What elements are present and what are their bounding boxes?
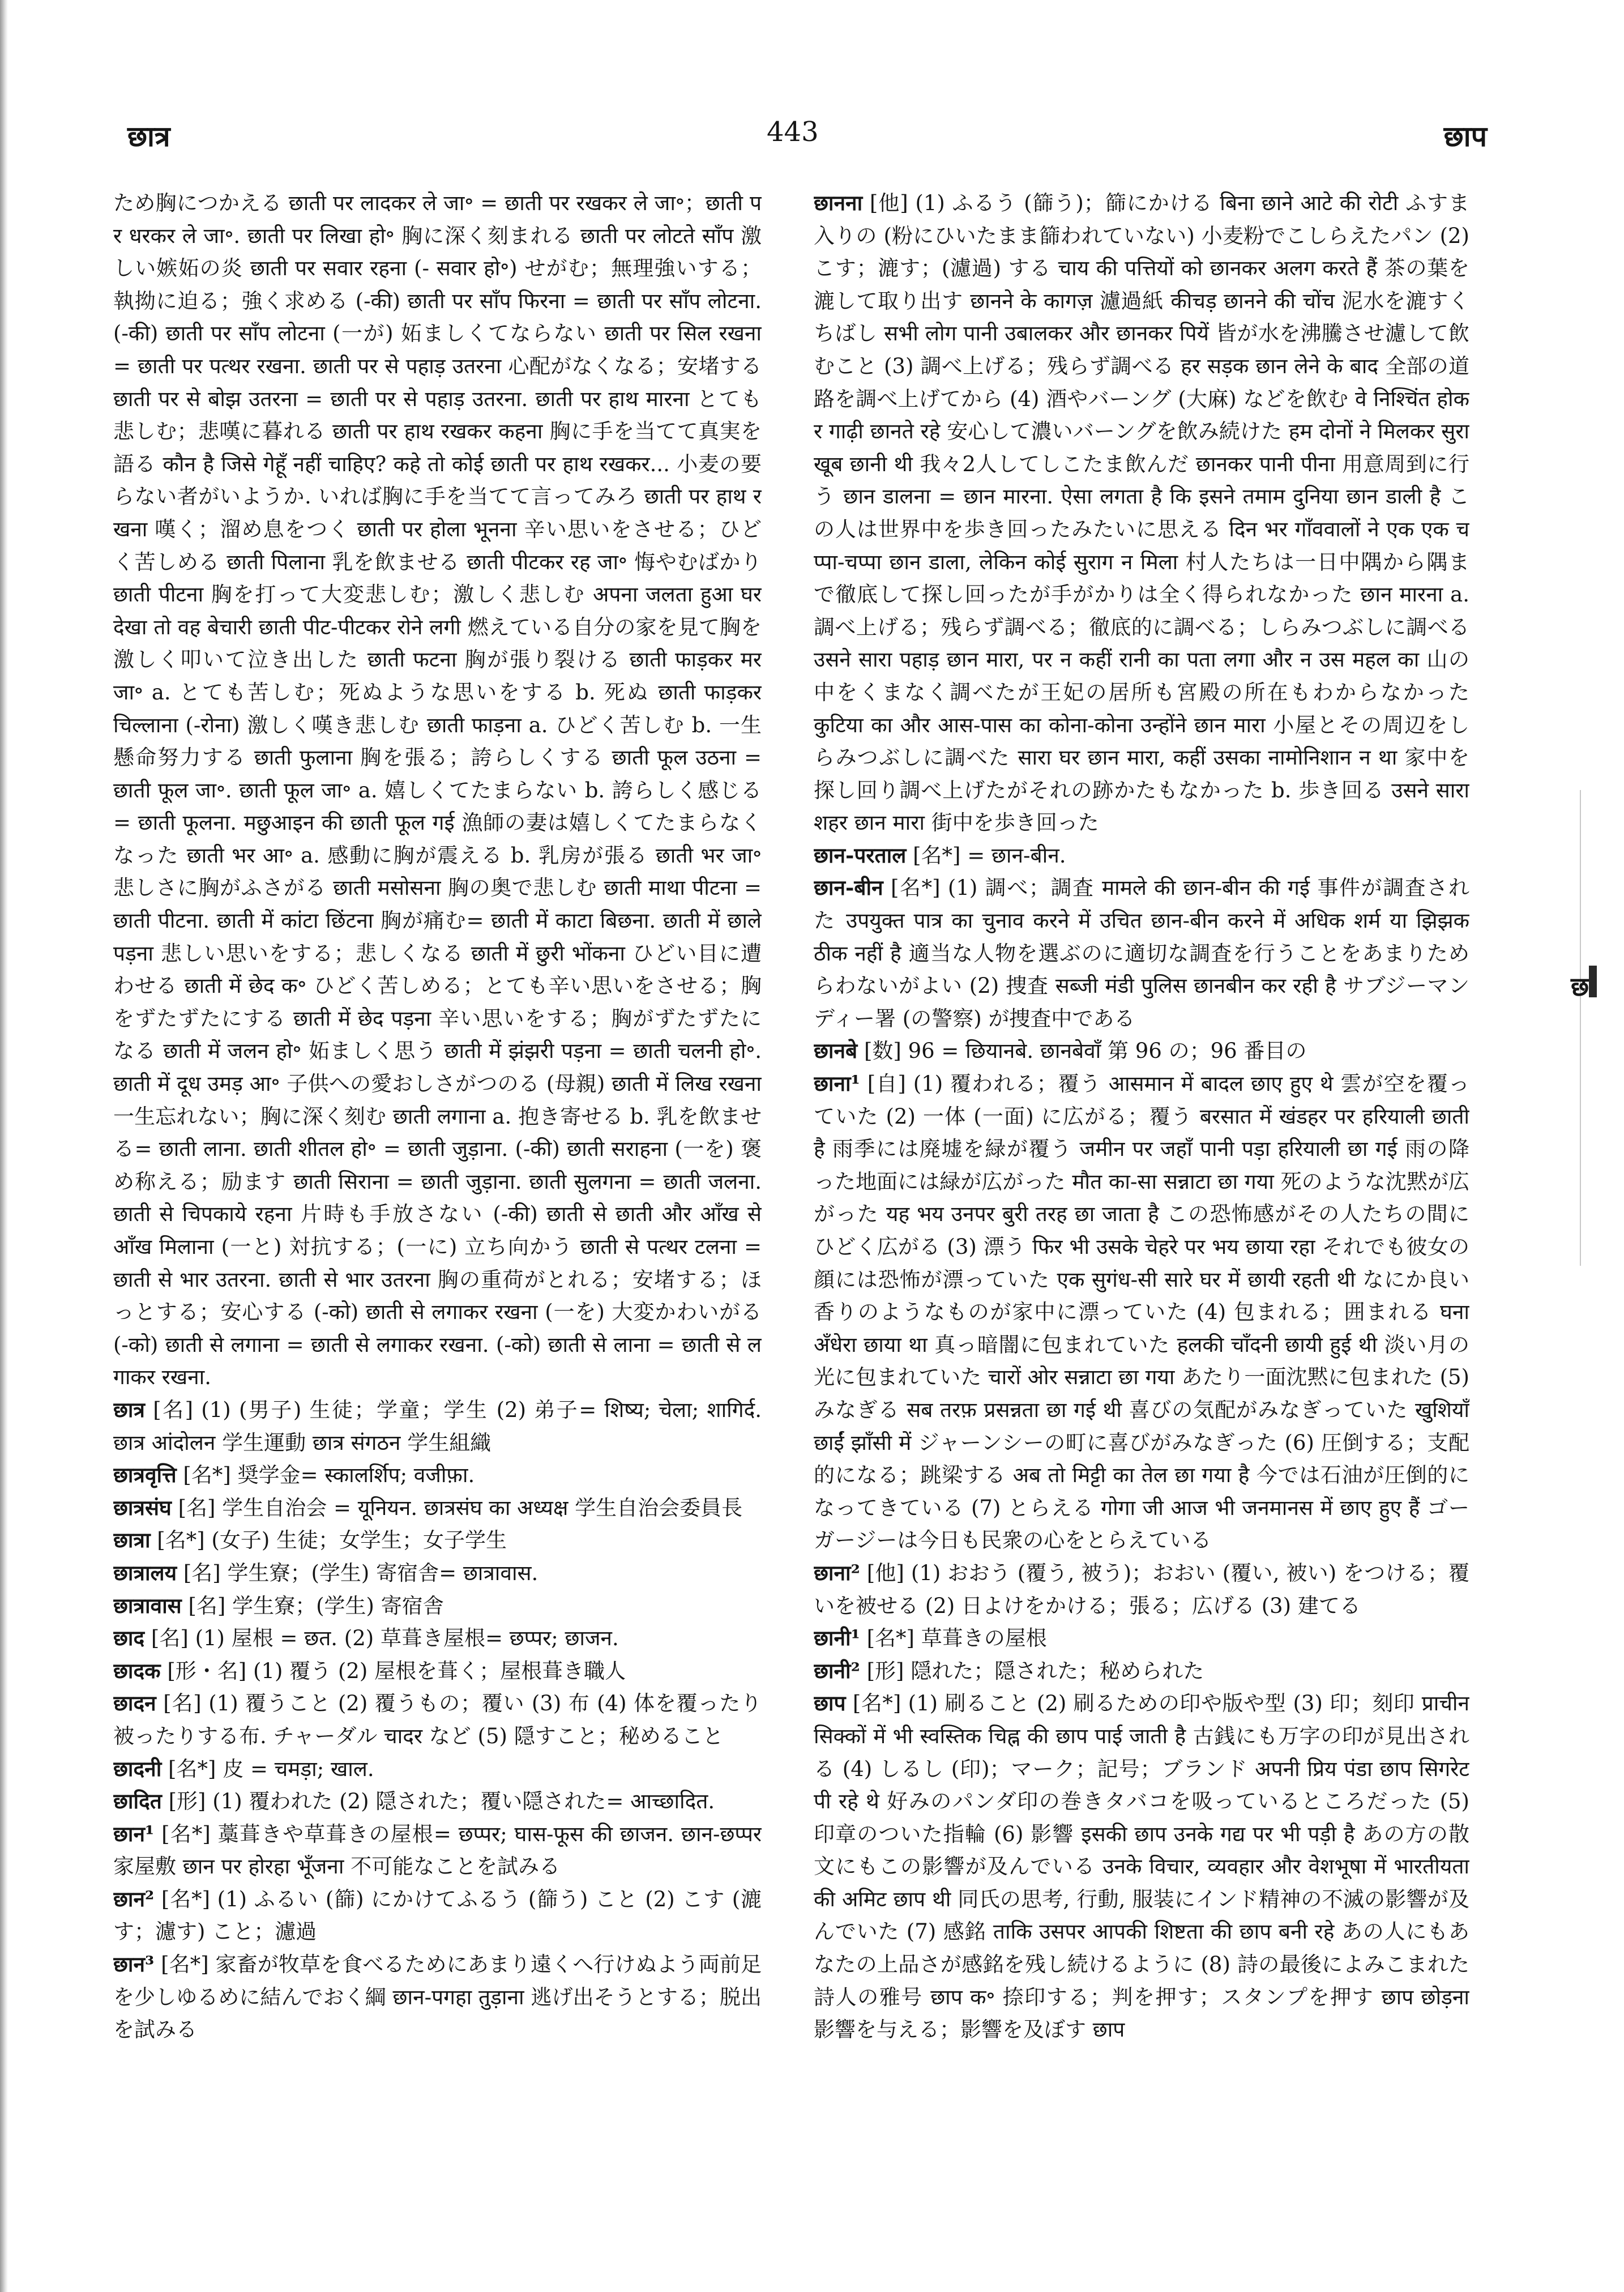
entry — [814, 1068, 1469, 1557]
margin-rule — [1580, 790, 1581, 1266]
entry — [814, 872, 1469, 1035]
definition: [名*] 藁葺きや草葺きの屋根= छप्पर; घास-फूस की छाजन. छान-छप्पर 家屋敷 छान पर होरहा भूँजना 不可能なことを試みる — [113, 1821, 762, 1879]
entry — [113, 1948, 762, 2046]
entry — [814, 187, 1469, 839]
entry — [814, 1622, 1469, 1655]
headword: छान³ — [113, 1952, 155, 1977]
headword: छात्रालय — [113, 1560, 177, 1585]
right-column — [814, 187, 1469, 2248]
definition: [他] (1) おおう (覆う, 被う)；おおい (覆い, 被い) をつける；覆いを被せる (2) 日よけをかける；張る；広げる (3) 建てる — [814, 1560, 1469, 1618]
headword: छानी¹ — [814, 1625, 860, 1651]
right-guide-word: छाप — [1443, 119, 1487, 153]
definition: [名] (1) 屋根 = छत. (2) 草葺き屋根= छप्पर; छाजन. — [144, 1626, 619, 1651]
thumb-index-tab: छ — [1571, 971, 1589, 1002]
headword: छादक — [113, 1658, 161, 1683]
headword: छात्र — [113, 1397, 145, 1422]
entry — [814, 1687, 1469, 2046]
headword: छात्रसंघ — [113, 1495, 172, 1520]
entry — [113, 1655, 762, 1688]
entry — [113, 1590, 762, 1623]
definition: [名*] 奨学金= स्कालर्शिप; वजीफ़ा. — [176, 1463, 475, 1488]
headword: छाना¹ — [814, 1071, 860, 1096]
definition: [名*] (1) 刷ること (2) 刷るための印や版や型 (3) 印；刻印 प्राचीन सिक्कों में भी स्वस्तिक चिह्न की छाप पाई जाती है 古銭にも万字の印が見出される (4) しるし (印)；マーク；記号；ブランド अपनी प्रिय पंडा छाप सिगरेट पी रहे थे 好みのパンダ印の巻きタバコを吸っているところだった (5) 印章のついた指輪 (6) 影響 इसकी छाप उनके गद्य पर भी पड़ी है あの方の散文にもこの影響が及んでいる उनके विचार, व्यवहार और वेशभूषा में भारतीयता की अमिट छाप थी 同氏の思考, 行動, 服装にインド精神の不滅の影響が及んでいた (7) 感銘 ताकि उसपर आपकी शिष्टता की छाप बनी रहे あの人にもあなたの上品さが感銘を残し続けるように (8) 詩の最後によみこまれた詩人の雅号 छाप क॰ 捺印する；判を押す；スタンプを押す छाप छोड़ना 影響を与える；影響を及ぼす छाप — [814, 1691, 1469, 2042]
definition: [名*] (1) ふるい (篩) にかけてふるう (篩う) こと (2) こす (漉す；濾す) こと；濾過 — [113, 1886, 762, 1944]
definition: [形] (1) 覆われた (2) 隠された；覆い隠された= आच्छादित. — [161, 1789, 715, 1814]
definition: [名] 学生寮；(学生) 寄宿舎 — [181, 1593, 444, 1618]
page-number: 443 — [767, 116, 819, 148]
headword: छान-परताल — [814, 842, 907, 868]
headword: छात्रावास — [113, 1593, 182, 1618]
definition: [名] (1) (男子) 生徒；学童；学生 (2) 弟子= शिष्य; चेला; शागिर्द. छात्र आंदोलन 学生運動 छात्र संगठन 学生組織 — [113, 1397, 762, 1455]
entry — [814, 1557, 1469, 1622]
entry-continuation: ため胸につかえる छाती पर लादकर ले जा॰ = छाती पर रखकर ले जा॰；छाती पर धरकर ले जा॰. छाती पर लिखा हो॰ 胸に深く刻まれる छाती पर लोटते साँप 激しい嫉妬の炎 छाती पर सवार रहना (- सवार हो॰) せがむ；無理強いする；執拗に迫る；強く求める (-की) छाती पर साँप फिरना = छाती पर साँप लोटना. (-की) छाती पर साँप लोटना (一が) 妬ましくてならない छाती पर सिल रखना = छाती पर पत्थर रखना. छाती पर से पहाड़ उतरना 心配がなくなる；安堵する छाती पर से बोझ उतरना = छाती पर से पहाड़ उतरना. छाती पर हाथ मारना とても悲しむ；悲嘆に暮れる छाती पर हाथ रखकर कहना 胸に手を当てて真実を語る कौन है जिसे गेहूँ नहीं चाहिए? कहे तो कोई छाती पर हाथ रखकर... 小麦の要らない者がいようか. いれば胸に手を当てて言ってみろ छाती पर हाथ रखना 嘆く；溜め息をつく छाती पर होला भूनना 辛い思いをさせる；ひどく苦しめる छाती पिलाना 乳を飲ませる छाती पीटकर रह जा॰ 悔やむばかり छाती पीटना 胸を打って大変悲しむ；激しく悲しむ अपना जलता हुआ घर देखा तो वह बेचारी छाती पीट-पीटकर रोने लगी 燃えている自分の家を見て胸を激しく叩いて泣き出した छाती फटना 胸が張り裂ける छाती फाड़कर मर जा॰ a. とても苦しむ；死ぬような思いをする b. 死ぬ छाती फाड़कर चिल्लाना (-रोना) 激しく嘆き悲しむ छाती फाड़ना a. ひどく苦しむ b. 一生懸命努力する छाती फुलाना 胸を張る；誇らしくする छाती फूल उठना = छाती फूल जा॰. छाती फूल जा॰ a. 嬉しくてたまらない b. 誇らしく感じる= छाती फूलना. मछुआइन की छाती फूल गई 漁師の妻は嬉しくてたまらなくなった छाती भर आ॰ a. 感動に胸が震える b. 乳房が張る छाती भर जा॰ 悲しさに胸がふさがる छाती मसोसना 胸の奥で悲しむ छाती माथा पीटना = छाती पीटना. छाती में कांटा छिंटना 胸が痛む= छाती में काटा बिछना. छाती में छाले पड़ना 悲しい思いをする；悲しくなる छाती में छुरी भोंकना ひどい目に遭わせる छाती में छेद क॰ ひどく苦しめる；とても辛い思いをさせる；胸をずたずたにする छाती में छेद पड़ना 辛い思いをする；胸がずたずたになる छाती में जलन हो॰ 妬ましく思う छाती में झंझरी पड़ना = छाती चलनी हो॰. छाती में दूध उमड़ आ॰ 子供への愛おしさがつのる (母親) छाती में लिख रखना 一生忘れない；胸に深く刻む छाती लगाना a. 抱き寄せる b. 乳を飲ませる= छाती लाना. छाती शीतल हो॰ = छाती जुड़ाना. (-की) छाती सराहना (一を) 褒め称える；励ます छाती सिराना = छाती जुड़ाना. छाती सुलगना = छाती जलना. छाती से चिपकाये रहना 片時も手放さない (-की) छाती से छाती और आँख से आँख मिलाना (一と) 対抗する；(一に) 立ち向かう छाती से पत्थर टलना = छाती से भार उतरना. छाती से भार उतरना 胸の重荷がとれる；安堵する；ほっとする；安心する (-को) छाती से लगाकर रखना (一を) 大変かわいがる (-को) छाती से लगाना = छाती से लगाकर रखना. (-को) छाती से लाना = छाती से लगाकर रखना. — [113, 191, 762, 1390]
left-guide-word: छात्र — [127, 119, 170, 153]
headword: छादित — [113, 1789, 162, 1814]
entry — [113, 1687, 762, 1752]
entry — [113, 1883, 762, 1948]
definition: [名*] = छान-बीन. — [906, 843, 1066, 868]
definition: [名] (1) 覆うこと (2) 覆うもの；覆い (3) 布 (4) 体を覆ったり被ったりする布. チャーダル चादर など (5) 隠すこと；秘めること — [113, 1691, 762, 1748]
definition: [数] 96 = छियानबे. छानबेवाँ 第 96 の；96 番目の — [857, 1039, 1307, 1064]
entry — [113, 1785, 762, 1818]
headword: छाद — [113, 1625, 145, 1651]
page-edge-shadow — [0, 0, 8, 2292]
definition: [名*] 草葺きの屋根 — [860, 1626, 1047, 1651]
entry — [113, 1459, 762, 1492]
entry — [113, 1492, 762, 1525]
definition: [名*] (1) 調べ；調査 मामले की छान-बीन की गई 事件が調査された उपयुक्त पात्र का चुनाव करने में उचित छान-बीन करने में अधिक शर्म या झिझक ठीक नहीं है 適当な人物を選ぶのに適切な調査を行うことをあまりためらわないがよい (2) 捜査 सब्जी मंडी पुलिस छानबीन कर रही है サブジーマンディー署 (の警察) が捜査中である — [814, 876, 1469, 1031]
left-column — [113, 187, 762, 2248]
definition: [形] 隠れた；隠された；秘められた — [860, 1658, 1204, 1683]
entry — [814, 1655, 1469, 1688]
headword: छात्रा — [113, 1527, 151, 1553]
headword: छाप — [814, 1691, 846, 1716]
definition: [名*] 家畜が牧草を食べるためにあまり遠くへ行けぬよう両前足を少しゆるめに結んでおく綱 छान-पगहा तुड़ाना 逃げ出そうとする；脱出を試みる — [113, 1952, 762, 2042]
entry — [814, 1035, 1469, 1068]
thumb-index-marker — [1589, 966, 1597, 997]
headword: छानबे — [814, 1038, 858, 1064]
entry — [113, 1753, 762, 1786]
entry — [113, 1622, 762, 1655]
entry — [113, 1557, 762, 1590]
entry — [113, 1524, 762, 1557]
headword: छात्रवृत्ति — [113, 1462, 177, 1488]
entry — [814, 839, 1469, 872]
definition: [自] (1) 覆われる；覆う आसमान में बादल छाए हुए थे 雲が空を覆っていた (2) 一体 (一面) に広がる；覆う बरसात में खंडहर पर हरियाली छाती है 雨季には廃墟を緑が覆う जमीन पर जहाँ पानी पड़ा हरियाली छा गई 雨の降った地面には緑が広がった मौत का-सा सन्नाटा छा गया 死のような沈黙が広がった यह भय उनपर बुरी तरह छा जाता है この恐怖感がその人たちの間にひどく広がる (3) 漂う फिर भी उसके चेहरे पर भय छाया रहा それでも彼女の顔には恐怖が漂っていた एक सुगंध-सी सारे घर में छायी रहती थी なにか良い香りのようなものが家中に漂っていた (4) 包まれる；囲まれる घना अँधेरा छाया था 真っ暗闇に包まれていた हलकी चाँदनी छायी हुई थी 淡い月の光に包まれていた चारों ओर सन्नाटा छा गया あたり一面沈黙に包まれた (5) みなぎる सब तरफ़ प्रसन्नता छा गई थी 喜びの気配がみなぎっていた खुशियाँ छाईं झाँसी में ジャーンシーの町に喜びがみなぎった (6) 圧倒する；支配的になる；跳梁する अब तो मिट्टी का तेल छा गया है 今では石油が圧倒的になってきている (7) とらえる गोगा जी आज भी जनमानस में छाए हुए हैं ゴーガージーは今日も民衆の心をとらえている — [814, 1072, 1469, 1553]
headword: छान-बीन — [814, 875, 883, 900]
headword: छादन — [113, 1691, 156, 1716]
headword: छानना — [814, 190, 863, 215]
definition: [他] (1) ふるう (篩う)；篩にかける बिना छाने आटे की रोटी ふすま入りの (粉にひいたまま篩われていない) 小麦粉でこしらえたパン (2) こす；漉す；(濾過) する चाय की पत्तियों को छानकर अलग करते हैं 茶の葉を漉して取り出す छानने के कागज़ 濾過紙 कीचड़ छानने की चोंच 泥水を漉すくちばし सभी लोग पानी उबालकर और छानकर पियें 皆が水を沸騰させ濾して飲むこと (3) 調べ上げる；残らず調べる हर सड़क छान लेने के बाद 全部の道路を調べ上げてから (4) 酒やバーング (大麻) などを飲む वे निश्चिंत होकर गाढ़ी छानते रहे 安心して濃いバーングを飲み続けた हम दोनों ने मिलकर सुरा खूब छानी थी 我々2人してしこたま飲んだ छानकर पानी पीना 用意周到に行う छान डालना = छान मारना. ऐसा लगता है कि इसने तमाम दुनिया छान डाली है この人は世界中を歩き回ったみたいに思える दिन भर गाँववालों ने एक एक चप्पा-चप्पा छान डाला, लेकिन कोई सुराग न मिला 村人たちは一日中隅から隅まで徹底して探し回ったが手がかりは全く得られなかった छान मारना a. 調べ上げる；残らず調べる；徹底的に調べる；しらみつぶしに調べる उसने सारा पहाड़ छान मारा, पर न कहीं रानी का पता लगा और न उस महल का 山の中をくまなく調べたが王妃の居所も宮殿の所在もわからなかった कुटिया का और आस-पास का कोना-कोना उन्होंने छान मारा 小屋とその周辺をしらみつぶしに調べた सारा घर छान मारा, कहीं उसका नामोनिशान न था 家中を探し回り調べ上げたがそれの跡かたもなかった b. 歩き回る उसने सारा शहर छान मारा 街中を歩き回った — [814, 191, 1469, 835]
entry — [113, 1818, 762, 1883]
headword: छान¹ — [113, 1821, 155, 1846]
definition: [形・名] (1) 覆う (2) 屋根を葺く；屋根葺き職人 — [160, 1658, 626, 1683]
definition: [名] 学生自治会 = यूनियन. छात्रसंघ का अध्यक्ष 学生自治会委員長 — [171, 1495, 743, 1520]
definition: [名*] (女子) 生徒；女学生；女子学生 — [150, 1528, 507, 1553]
headword: छाना² — [814, 1560, 860, 1585]
headword: छादनी — [113, 1756, 162, 1781]
definition: [名] 学生寮；(学生) 寄宿舎= छात्रावास. — [177, 1560, 539, 1585]
definition: [名*] 皮 = चमड़ा; खाल. — [161, 1756, 374, 1781]
entry — [113, 1394, 762, 1459]
headword: छानी² — [814, 1658, 860, 1683]
headword: छान² — [113, 1886, 155, 1911]
